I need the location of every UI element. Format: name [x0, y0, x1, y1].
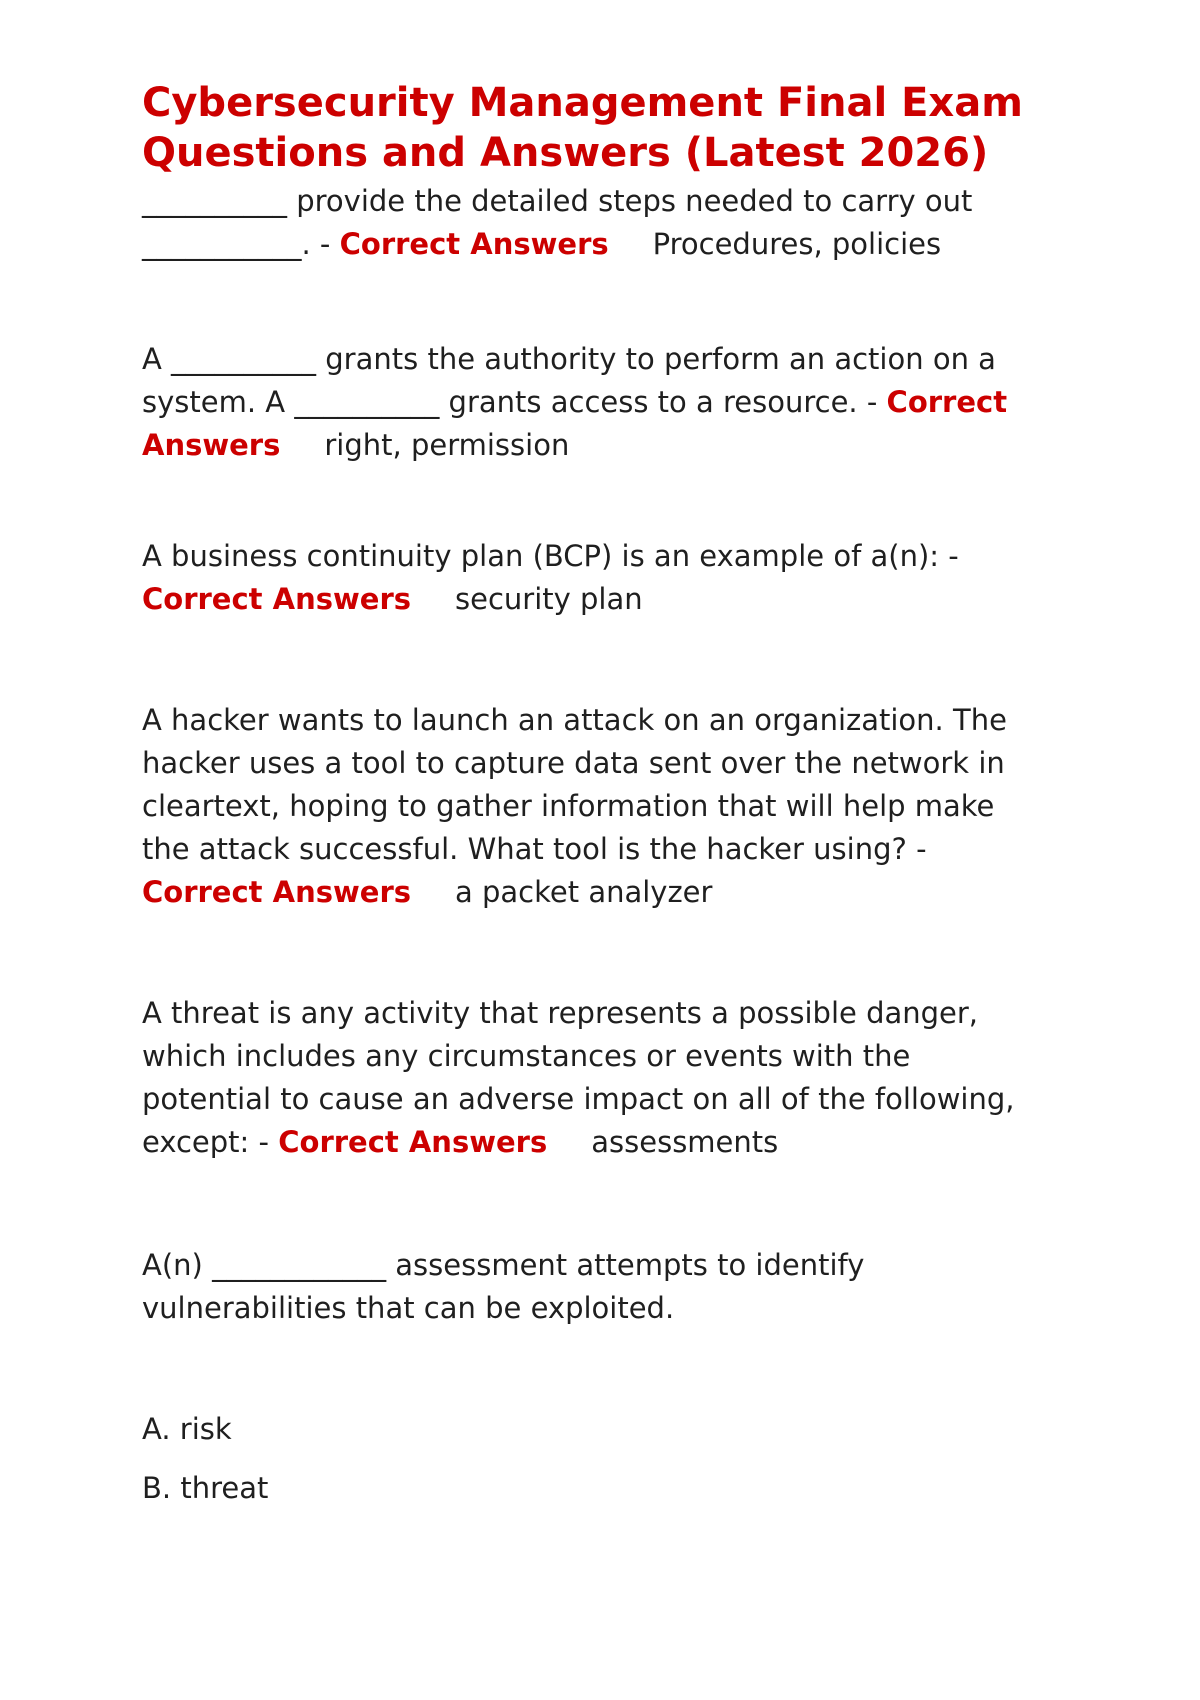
answer-text: security plan	[455, 582, 643, 616]
answer-text: assessments	[591, 1125, 779, 1159]
question-text: A(n) ____________ assessment attempts to identify vulnerabilities that can be exploited.	[142, 1248, 865, 1325]
answer-text: right, permission	[324, 428, 570, 462]
question-text: A business continuity plan (BCP) is an example of a(n): -	[142, 539, 959, 573]
qa-item-3	[142, 535, 1042, 621]
document-title: Cybersecurity Management Final Exam Questions and Answers (Latest 2026)	[142, 80, 1023, 176]
correct-answers-label: Correct Answers	[339, 227, 609, 261]
question-text: __________ provide the detailed steps needed to carry out ___________. -	[142, 184, 973, 261]
qa-item-2	[142, 338, 1042, 467]
answer-text: Procedures, policies	[652, 227, 942, 261]
qa-item-5	[142, 992, 1042, 1164]
qa-item-1	[142, 180, 1042, 266]
correct-answers-label: Correct Answers	[278, 1125, 548, 1159]
qa-item-6	[142, 1244, 1042, 1330]
qa-item-4	[142, 699, 1042, 914]
correct-answers-label: Correct Answers	[142, 875, 412, 909]
correct-answers-label: Correct Answers	[142, 385, 1008, 462]
question-text: A hacker wants to launch an attack on an organization. The hacker uses a tool to capture data sent over the network in cleartext, hoping to gather information that will help make the attack successful. What tool is the hacker using? -	[142, 703, 1007, 866]
document-page	[142, 78, 1042, 1510]
question-text: A threat is any activity that represents a possible danger, which includes any circumstances or events with the potential to cause an adverse impact on all of the following, except: -	[142, 996, 1015, 1159]
option-a: A. risk	[142, 1412, 232, 1446]
correct-answers-label: Correct Answers	[142, 582, 412, 616]
question-text: A __________ grants the authority to perform an action on a system. A __________ grants access to a resource. -	[142, 342, 996, 419]
answer-text: a packet analyzer	[455, 875, 713, 909]
option-b: B. threat	[142, 1471, 269, 1505]
